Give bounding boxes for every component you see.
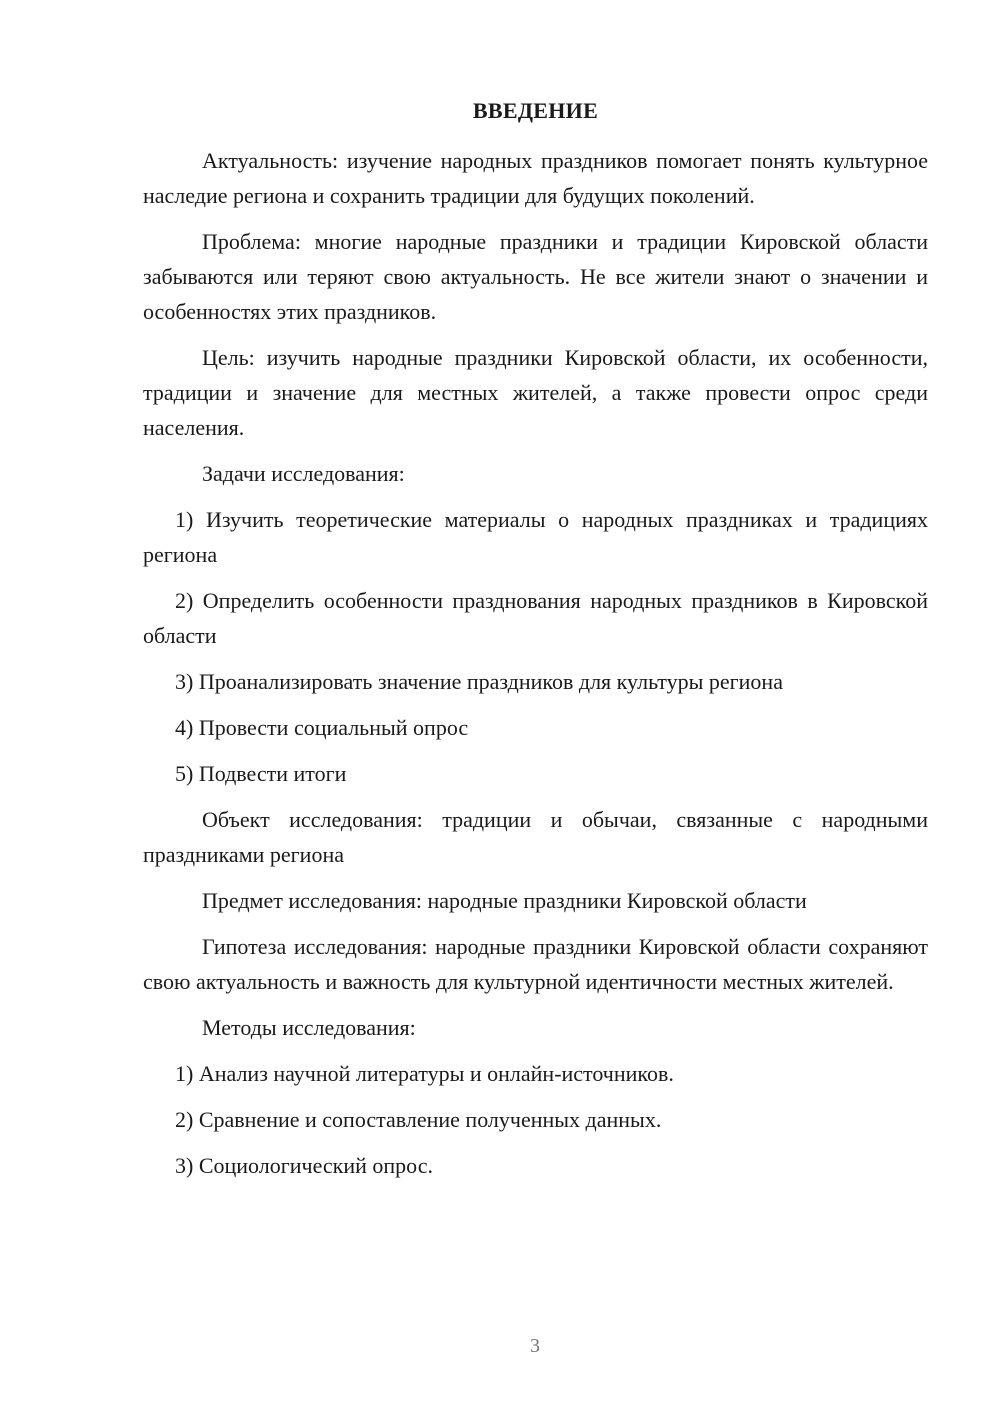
method-item-2: 2) Сравнение и сопоставление полученных данных. (175, 1107, 662, 1132)
hypothesis-paragraph: Гипотеза исследования: народные праздники Кировской области сохраняют свою актуальность и важность для культурной идентичности местных жителей. (143, 934, 928, 994)
task-item-5: 5) Подвести итоги (175, 761, 347, 786)
methods-title: Методы исследования: (202, 1015, 416, 1040)
task-item-3: 3) Проанализировать значение праздников для культуры региона (175, 669, 783, 694)
object-paragraph: Объект исследования: традиции и обычаи, связанные с народными праздниками региона (143, 807, 928, 867)
task-item-1: 1) Изучить теоретические материалы о народных праздниках и традициях региона (143, 507, 928, 567)
goal-paragraph: Цель: изучить народные праздники Кировской области, их особенности, традиции и значение для местных жителей, а также провести опрос среди населения. (143, 345, 928, 440)
task-item-2: 2) Определить особенности празднования народных праздников в Кировской области (143, 588, 928, 648)
subject-paragraph: Предмет исследования: народные праздники Кировской области (202, 888, 807, 913)
problem-paragraph: Проблема: многие народные праздники и традиции Кировской области забываются или теряют свою актуальность. Не все жители знают о значении и особенностях этих праздников. (143, 229, 928, 324)
task-item-4: 4) Провести социальный опрос (175, 715, 469, 740)
document-body (143, 143, 928, 1194)
tasks-title: Задачи исследования: (202, 461, 405, 486)
method-item-3: 3) Социологический опрос. (175, 1153, 433, 1178)
method-item-1: 1) Анализ научной литературы и онлайн-источников. (175, 1061, 674, 1086)
page-title: ВВЕДЕНИЕ (472, 98, 599, 123)
relevance-paragraph: Актуальность: изучение народных праздников помогает понять культурное наследие региона и сохранить традиции для будущих поколений. (143, 148, 928, 208)
page-number: 3 (530, 1335, 540, 1357)
